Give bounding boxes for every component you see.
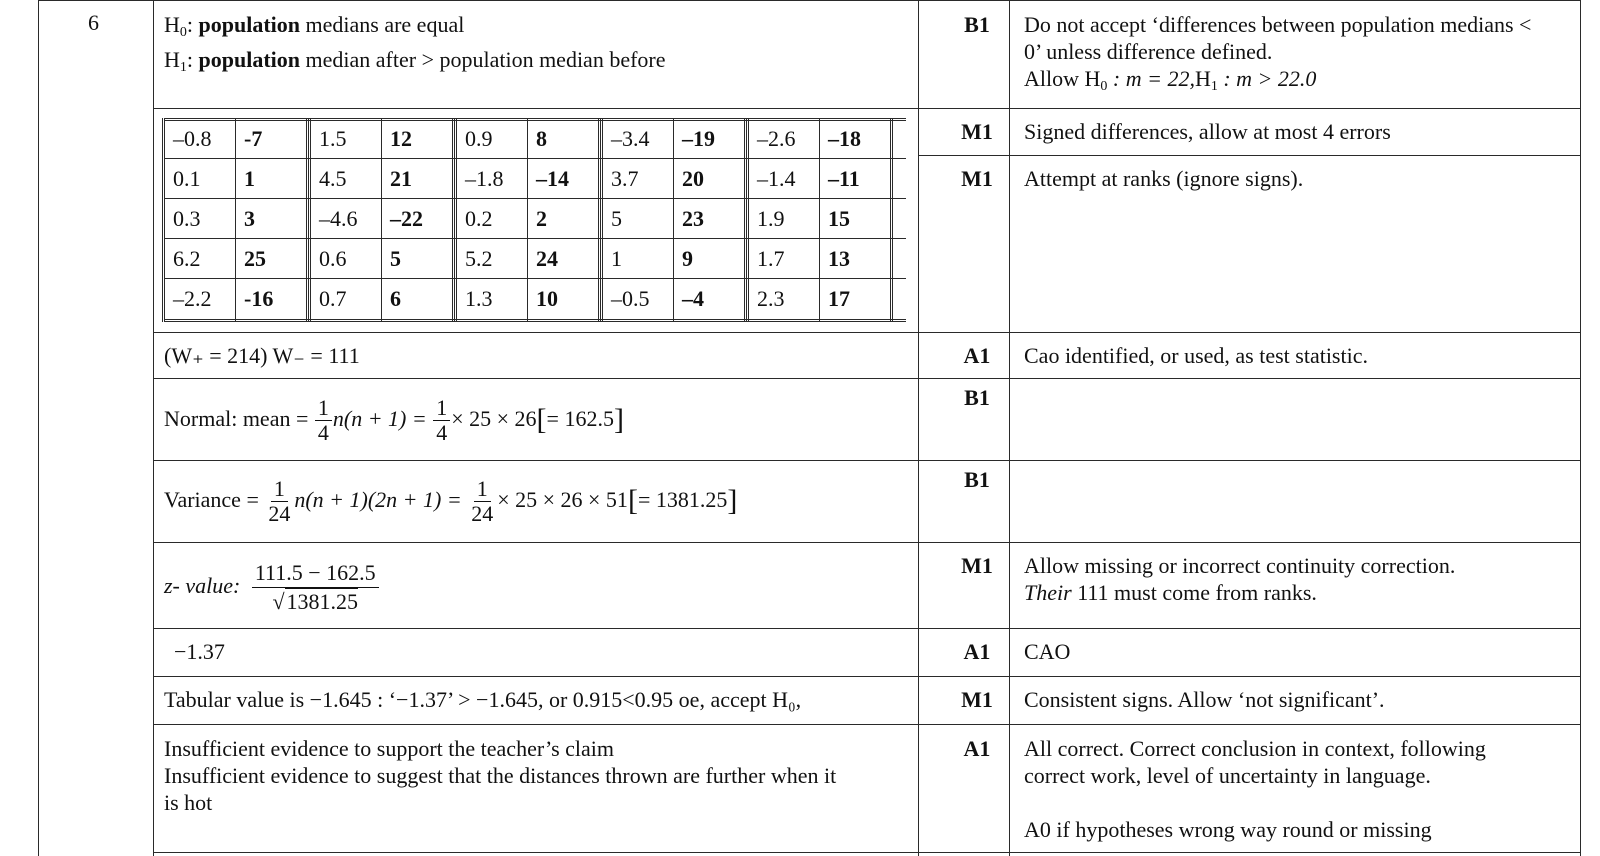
- row-line: [918, 155, 1581, 156]
- difference-cell: –3.4: [611, 126, 650, 151]
- question-number: 6: [88, 10, 99, 35]
- row-line: [153, 332, 1581, 333]
- rank-cell: 25: [244, 246, 266, 271]
- rank-cell: -16: [244, 286, 274, 311]
- grid-col-line: [456, 118, 457, 322]
- difference-cell: 1.5: [319, 126, 347, 151]
- grid-row-line: [164, 319, 906, 320]
- rank-cell: 15: [828, 206, 850, 231]
- grid-col-line: [598, 118, 599, 322]
- row-line: [153, 724, 1581, 725]
- h1-line: $H_1$: population median after > population median before: [164, 47, 666, 75]
- grid-col-line: [452, 118, 453, 322]
- normal-mean: Normal: mean = $\frac{1}{4}$ n(n + 1) = $\frac{1}{4}$ × 25 × 26[= 162.5]: [164, 395, 624, 446]
- rank-cell: 9: [682, 246, 693, 271]
- rank-cell: –11: [828, 166, 860, 191]
- rank-cell: 21: [390, 166, 412, 191]
- grid-col-line: [748, 118, 749, 322]
- rank-cell: 20: [682, 166, 704, 191]
- row-line: [153, 852, 1581, 853]
- row-line: [153, 676, 1581, 677]
- grid-col-line: [235, 118, 236, 322]
- variance: Variance = $\frac{1}{24}$ n(n + 1)(2n + 1) = $\frac{1}{24}$ × 25 × 26 × 51[= 1381.25]: [164, 476, 738, 527]
- table-divider-question: [153, 0, 154, 856]
- grid-col-line: [454, 118, 455, 322]
- grid-col-line: [381, 118, 382, 322]
- rank-cell: 6: [390, 286, 401, 311]
- difference-cell: 0.6: [319, 246, 347, 271]
- guidance-z-result: CAO: [1024, 639, 1071, 664]
- rank-cell: –22: [390, 206, 423, 231]
- mark-z-result: A1: [963, 639, 991, 664]
- difference-cell: 5: [611, 206, 622, 231]
- row-line: [153, 542, 1581, 543]
- grid-col-line: [602, 118, 603, 322]
- guidance-z-value: Allow missing or incorrect continuity correction. Their 111 must come from ranks.: [1024, 553, 1456, 605]
- difference-cell: 6.2: [173, 246, 201, 271]
- mark-variance: B1: [964, 467, 990, 492]
- table-divider-guidance: [1009, 0, 1010, 856]
- grid-row-line: [164, 278, 906, 279]
- rank-cell: 17: [828, 286, 850, 311]
- difference-cell: 0.7: [319, 286, 347, 311]
- rank-cell: 24: [536, 246, 558, 271]
- difference-cell: –1.8: [465, 166, 504, 191]
- difference-cell: 1: [611, 246, 622, 271]
- rank-cell: 12: [390, 126, 412, 151]
- mark-differences: M1: [961, 119, 993, 144]
- table-divider-mark: [918, 0, 919, 856]
- difference-cell: 5.2: [465, 246, 493, 271]
- mark-z-value: M1: [961, 553, 993, 578]
- rank-cell: –4: [682, 286, 704, 311]
- guidance-differences: Signed differences, allow at most 4 errors: [1024, 119, 1391, 144]
- grid-col-line: [746, 118, 747, 322]
- mark-ranks: M1: [961, 166, 993, 191]
- grid-col-line: [310, 118, 311, 322]
- differences-table: [164, 118, 906, 328]
- difference-cell: 4.5: [319, 166, 347, 191]
- grid-col-line: [162, 118, 163, 322]
- rank-cell: 8: [536, 126, 547, 151]
- h0-line: $H_0$: population medians are equal: [164, 12, 465, 40]
- grid-col-line: [600, 118, 601, 322]
- mark-hypotheses: B1: [964, 12, 990, 37]
- table-border-left: [38, 0, 39, 856]
- difference-cell: 1.3: [465, 286, 493, 311]
- grid-col-line: [673, 118, 674, 322]
- mark-conclusion: A1: [963, 736, 991, 761]
- grid-col-line: [527, 118, 528, 322]
- difference-cell: 1.7: [757, 246, 785, 271]
- table-border-top: [38, 0, 1581, 1]
- row-line: [153, 108, 1581, 109]
- grid-col-line: [308, 118, 309, 322]
- guidance-test-statistic: Cao identified, or used, as test statistic.: [1024, 343, 1368, 368]
- difference-cell: –0.8: [173, 126, 212, 151]
- difference-cell: 3.7: [611, 166, 639, 191]
- mark-tabular: M1: [961, 687, 993, 712]
- z-result: −1.37: [174, 639, 225, 664]
- rank-cell: –19: [682, 126, 715, 151]
- difference-cell: –2.2: [173, 286, 212, 311]
- grid-col-line: [892, 118, 893, 322]
- grid-row-line: [164, 238, 906, 239]
- table-border-right: [1580, 0, 1581, 856]
- difference-cell: 2.3: [757, 286, 785, 311]
- grid-col-line: [744, 118, 745, 322]
- grid-row-line: [164, 321, 906, 322]
- rank-cell: 2: [536, 206, 547, 231]
- guidance-tabular: Consistent signs. Allow ‘not significant’.: [1024, 687, 1385, 712]
- difference-cell: 0.9: [465, 126, 493, 151]
- grid-col-line: [890, 118, 891, 322]
- tabular-value: Tabular value is −1.645 : ‘−1.37’ > −1.645, or 0.915<0.95 oe, accept H₀,: [164, 687, 802, 712]
- conclusion: Insufficient evidence to support the teacher’s claim Insufficient evidence to suggest that the distances thrown are further when it is hot: [164, 736, 837, 815]
- grid-col-line: [306, 118, 307, 322]
- difference-cell: –2.6: [757, 126, 796, 151]
- row-line: [153, 628, 1581, 629]
- row-line: [153, 378, 1581, 379]
- mark-test-statistic: A1: [963, 343, 991, 368]
- difference-cell: 1.9: [757, 206, 785, 231]
- guidance-hypotheses: Do not accept ‘differences between population medians < 0’ unless difference defined. Allow $H_0$ : $m = 22,H_1$ : m > 22.0: [1024, 11, 1531, 100]
- rank-cell: 1: [244, 166, 255, 191]
- rank-cell: 5: [390, 246, 401, 271]
- mark-mean: B1: [964, 385, 990, 410]
- rank-cell: 13: [828, 246, 850, 271]
- rank-cell: 3: [244, 206, 255, 231]
- rank-cell: 10: [536, 286, 558, 311]
- test-statistic: (W₊ = 214) W₋ = 111: [164, 343, 360, 368]
- hypotheses: [164, 11, 666, 81]
- difference-cell: –0.5: [611, 286, 650, 311]
- z-value: z- value: $\frac{111.5 - 162.5}{√1381.25}$: [164, 556, 380, 616]
- difference-cell: 0.3: [173, 206, 201, 231]
- rank-cell: -7: [244, 126, 263, 151]
- guidance-conclusion: All correct. Correct conclusion in context, following correct work, level of uncertainty in language. A0 if hypotheses wrong way round or missing: [1024, 736, 1486, 842]
- guidance-allow: Allow $H_0$ : $m = 22,H_1$ : m > 22.0: [1024, 66, 1317, 94]
- rank-cell: –14: [536, 166, 569, 191]
- rank-cell: –18: [828, 126, 861, 151]
- difference-cell: 0.1: [173, 166, 201, 191]
- grid-col-line: [819, 118, 820, 322]
- grid-col-line: [164, 118, 165, 322]
- difference-cell: –1.4: [757, 166, 796, 191]
- difference-cell: 0.2: [465, 206, 493, 231]
- rank-cell: 23: [682, 206, 704, 231]
- guidance-ranks: Attempt at ranks (ignore signs).: [1024, 166, 1304, 191]
- row-line: [153, 460, 1581, 461]
- difference-cell: –4.6: [319, 206, 358, 231]
